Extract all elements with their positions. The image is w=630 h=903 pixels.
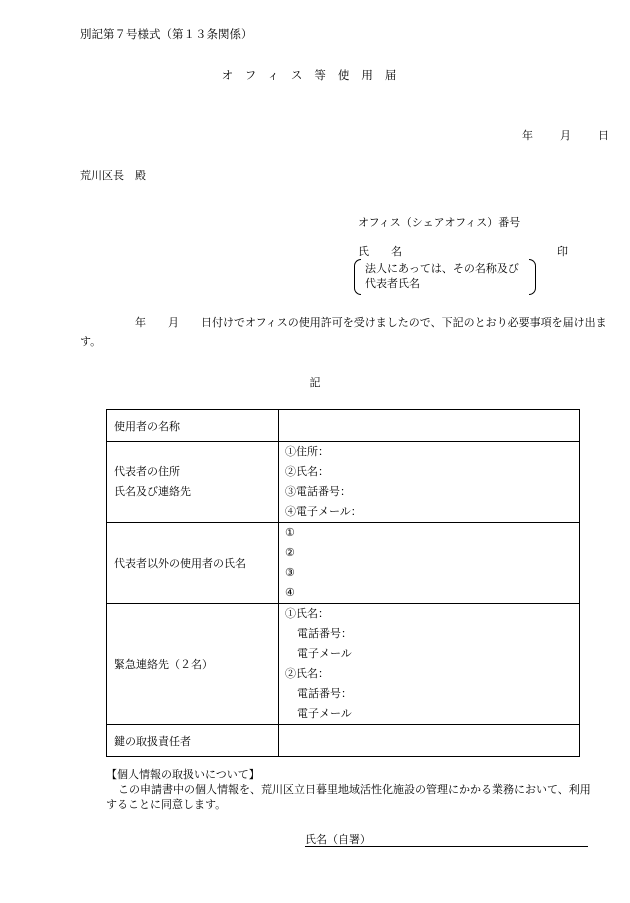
other-user-item-2: ②	[285, 546, 295, 559]
page-title: オフィス等使用届	[221, 68, 409, 82]
user-name-field[interactable]	[279, 410, 580, 442]
emergency-2-email: 電子メール	[297, 707, 352, 720]
signature-label: 氏名（自署）	[305, 833, 371, 846]
corporate-note-text	[365, 261, 519, 291]
date-line	[522, 127, 609, 143]
right-bracket	[529, 259, 536, 295]
user-name-label: 使用者の名称	[107, 410, 279, 442]
left-bracket	[354, 259, 361, 295]
table-row-user-name	[107, 410, 580, 442]
privacy-notice	[106, 767, 596, 812]
other-user-item-3: ③	[285, 566, 295, 579]
corporate-note	[354, 259, 536, 295]
emergency-2-name: ②氏名：	[285, 667, 329, 680]
emergency-1-name: ①氏名：	[285, 607, 329, 620]
representative-label	[107, 442, 279, 523]
privacy-body: この申請書中の個人情報を、荒川区立日暮里地域活性化施設の管理にかかる業務において、利用することに同意します。	[106, 783, 591, 811]
representative-label-line2: 氏名及び連絡先	[114, 485, 191, 498]
rep-address-item: ①住所：	[285, 445, 329, 458]
privacy-heading: 【個人情報の取扱いについて】	[106, 768, 260, 781]
corporate-note-line2: 代表者氏名	[365, 277, 420, 290]
other-users-label: 代表者以外の使用者の氏名	[107, 523, 279, 604]
table-row-other-users	[107, 523, 580, 604]
seal-label: 印	[557, 245, 568, 258]
corporate-note-line1: 法人にあっては、その名称及び	[365, 262, 519, 275]
emergency-contact-label: 緊急連絡先（２名）	[107, 604, 279, 725]
representative-label-line1: 代表者の住所	[114, 465, 180, 478]
table-row-representative	[107, 442, 580, 523]
body-text: 年 月 日付けでオフィスの使用許可を受けましたので、下記のとおり必要事項を届け出ます。	[80, 316, 607, 348]
office-number-label: オフィス（シェアオフィス）番号	[358, 216, 521, 229]
date-year-label: 年	[522, 129, 533, 142]
rep-phone-item: ③電話番号：	[285, 485, 351, 498]
signature-line[interactable]	[305, 831, 588, 847]
emergency-2-phone: 電話番号：	[297, 687, 352, 700]
other-users-field[interactable]	[279, 523, 580, 604]
other-user-item-1: ①	[285, 526, 295, 539]
ki-heading: 記	[309, 376, 321, 389]
addressee: 荒川区長 殿	[80, 169, 146, 182]
key-manager-label: 鍵の取扱責任者	[107, 725, 279, 757]
other-user-item-4: ④	[285, 586, 295, 599]
info-table	[106, 409, 580, 757]
applicant-name-label: 氏 名	[358, 245, 402, 258]
date-day-label: 日	[598, 129, 609, 142]
emergency-1-phone: 電話番号：	[297, 627, 352, 640]
form-number: 別記第７号様式（第１３条関係）	[80, 27, 253, 41]
emergency-1-email: 電子メール	[297, 647, 352, 660]
emergency-contact-field[interactable]	[279, 604, 580, 725]
key-manager-field[interactable]	[279, 725, 580, 757]
rep-name-item: ②氏名：	[285, 465, 329, 478]
table-row-emergency	[107, 604, 580, 725]
date-month-label: 月	[560, 129, 571, 142]
table-row-key-manager	[107, 725, 580, 757]
rep-email-item: ④電子メール：	[285, 505, 362, 518]
representative-field[interactable]	[279, 442, 580, 523]
